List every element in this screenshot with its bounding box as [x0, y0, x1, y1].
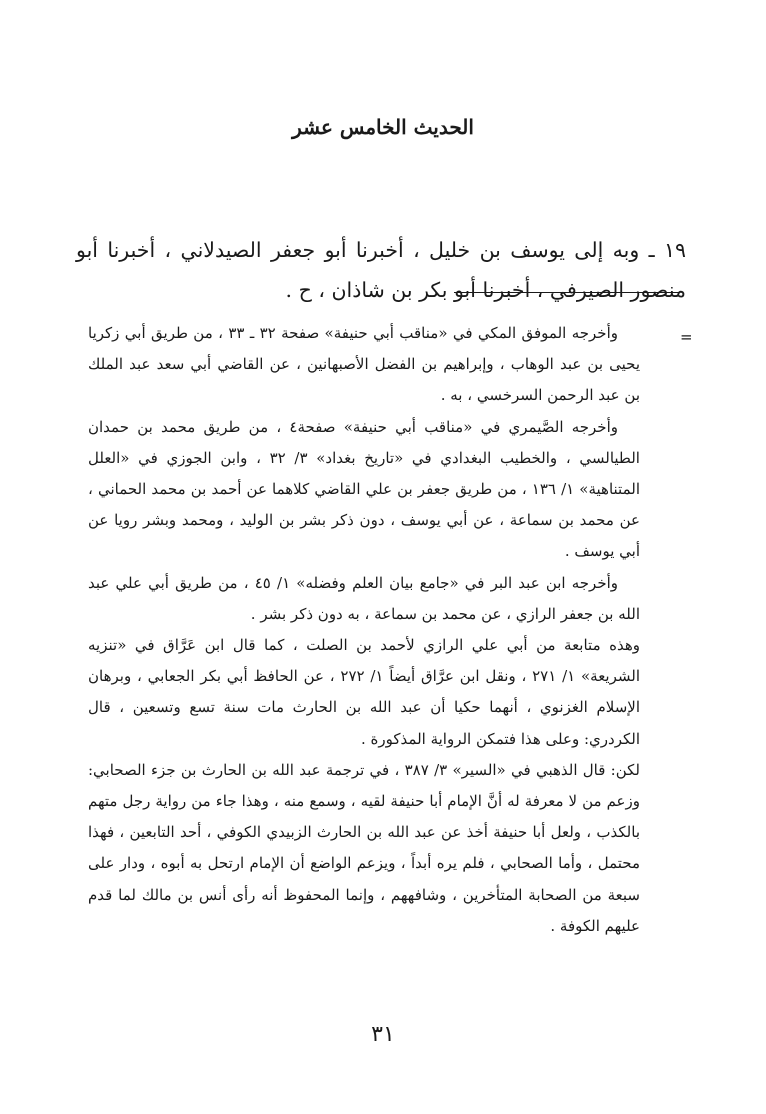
hadith-main-text: [76, 230, 686, 310]
footnote-paragraph-3: وأخرجه ابن عبد البر في «جامع بيان العلم وفضله» ١/ ٤٥ ، من طريق أبي علي عبد الله بن جعفر الرازي ، عن محمد بن سماعة ، به دون ذكر بشر .: [88, 573, 640, 623]
continuation-mark: =: [680, 328, 693, 346]
footnote-separator: [454, 292, 680, 293]
page-number: ٣١: [371, 1022, 395, 1047]
hadith-title: الحديث الخامس عشر: [292, 115, 474, 139]
footnotes-section: [88, 318, 640, 942]
footnote-paragraph-1: وأخرجه الموفق المكي في «مناقب أبي حنيفة» صفحة ٣٢ ـ ٣٣ ، من طريق أبي زكريا يحيى بن عبد الوهاب ، وإبراهيم بن الفضل الأصبهانين ، عن القاضي أبي سعد عبد الملك بن عبد الرحمن السرخسي ، به .: [88, 324, 640, 405]
hadith-chain-paragraph: ١٩ ـ وبه إلى يوسف بن خليل ، أخبرنا أبو جعفر الصيدلاني ، أخبرنا أبو منصور الصيرفي ، أخبرنا أبو بكر بن شاذان ، ح .: [76, 238, 686, 302]
footnote-paragraph-4: وهذه متابعة من أبي علي الرازي لأحمد بن الصلت ، كما قال ابن عَرَّاق في «تنزيه الشريعة» ١/ ٢٧١ ، ونقل ابن عرَّاق أيضاً ١/ ٢٧٢ ، عن الحافظ أبي بكر الجعابي ، وبرهان الإسلام الغزنوي ، أنهما حكيا أن عبد الله بن الحارث مات سنة تسع وتسعين ، قال الكردري: وعلى هذا فتمكن الرواية المذكورة .: [88, 636, 640, 748]
footnote-paragraph-5: لكن: قال الذهبي في «السير» ٣/ ٣٨٧ ، في ترجمة عبد الله بن الحارث بن جزء الصحابي: وزعم من لا معرفة له أنَّ الإمام أبا حنيفة لقيه ، وسمع منه ، وهذا جاء من رواية رجل متهم بالكذب ، ولعل أبا حنيفة أخذ عن عبد الله بن الحارث الزبيدي الكوفي ، أحد التابعين ، فهذا محتمل ، وأما الصحابي ، فلم يره أبداً ، ويزعم الواضع أن الإمام ارتحل به أبوه ، ودار على سبعة من الصحابة المتأخرين ، وشافههم ، وإنما المحفوظ أنه رأى أنس بن مالك لما قدم عليهم الكوفة .: [88, 760, 640, 935]
footnote-paragraph-2: وأخرجه الصَّيمري في «مناقب أبي حنيفة» صفحة٤ ، من طريق محمد بن حمدان الطيالسي ، والخطيب البغدادي في «تاريخ بغداد» ٣/ ٣٢ ، وابن الجوزي في «العلل المتناهية» ١/ ١٣٦ ، من طريق جعفر بن علي القاضي كلاهما عن أحمد بن محمد الحماني ، عن محمد بن سماعة ، عن أبي يوسف ، دون ذكر بشر بن الوليد ، ومحمد وبشر رويا عن أبي يوسف .: [88, 417, 640, 561]
